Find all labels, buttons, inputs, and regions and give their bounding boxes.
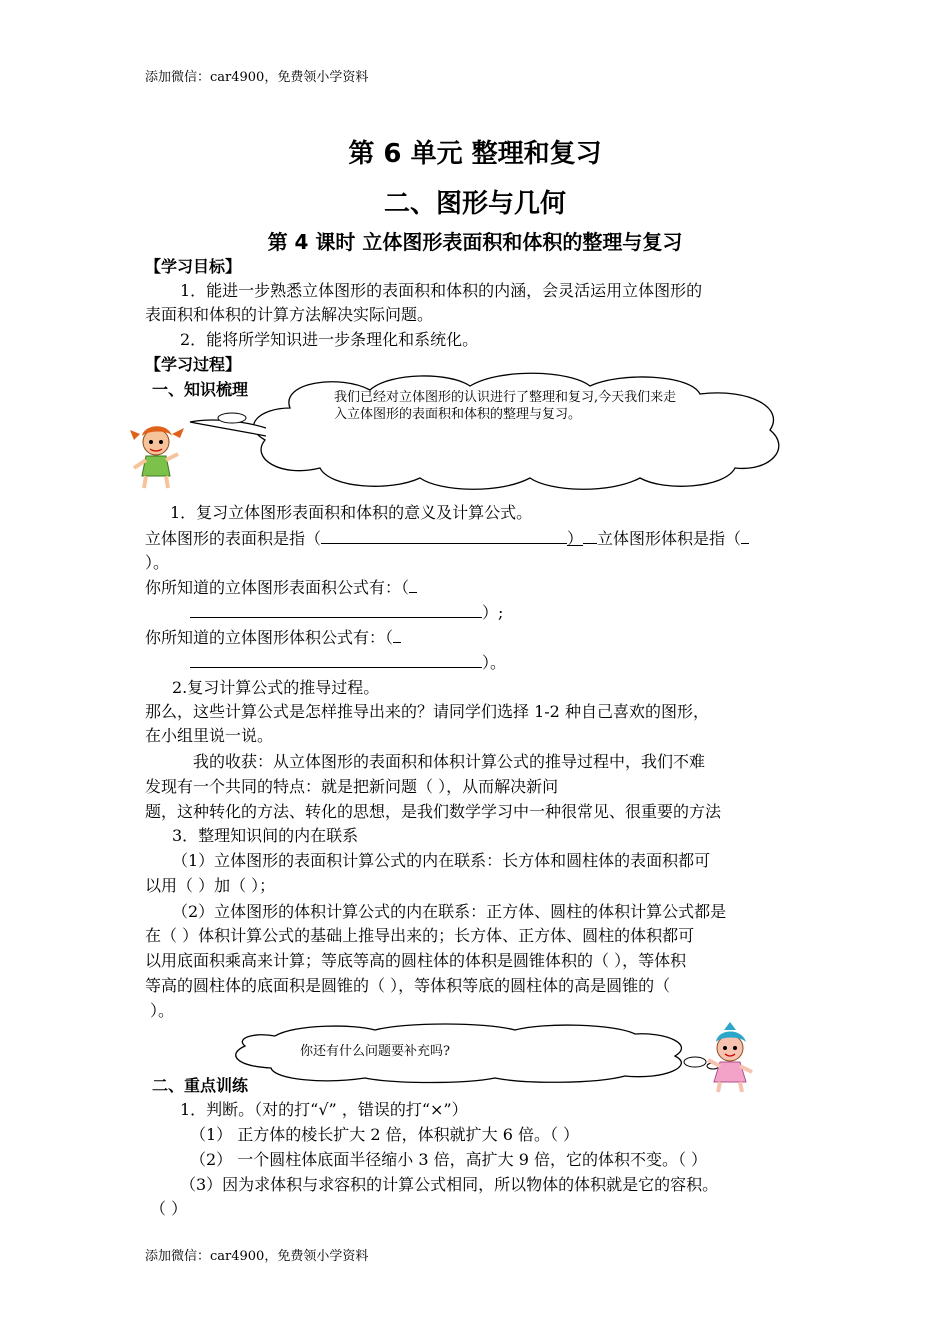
harvest-line3: 题，这种转化的方法、转化的思想，是我们数学学习中一种很常见、很重要的方法 (145, 802, 722, 821)
section-title: 二、图形与几何 (383, 189, 566, 219)
q3-2-line4: 等高的圆柱体的底面积是圆锥的（ ），等体积等底的圆柱体的高是圆锥的（ (145, 976, 671, 995)
q2-line2: 在小组里说一说。 (145, 726, 274, 745)
training-heading: 二、重点训练 (152, 1076, 249, 1095)
q2: 2.复习计算公式的推导过程。 (172, 678, 380, 697)
speech-cloud (180, 368, 800, 496)
q1-surface-row (145, 526, 749, 549)
harvest-line2: 发现有一个共同的特点：就是把新问题（ ），从而解决新问 (145, 777, 559, 796)
q1-formula-volume-line (190, 650, 506, 673)
lesson-title: 第 4 课时 立体图形表面积和体积的整理与复习 (267, 230, 683, 254)
formula-volume-blank[interactable] (190, 651, 482, 668)
q3: 3．整理知识间的内在联系 (172, 826, 359, 845)
goal-1-line2: 表面积和体积的计算方法解决实际问题。 (145, 305, 434, 324)
part1-heading: 一、知识梳理 (152, 380, 249, 399)
q3-2-line5: ）。 (150, 1001, 175, 1020)
underline-gap (583, 527, 597, 544)
unit-title: 第 6 单元 整理和复习 (348, 139, 602, 169)
judge-item-3-line1: （3）因为求体积与求容积的计算公式相同，所以物体的体积就是它的容积。 (180, 1175, 719, 1194)
q1: 1．复习立体图形表面积和体积的意义及计算公式。 (170, 503, 533, 522)
formula-surface-blank-start[interactable] (409, 576, 417, 593)
q3-1-line1: （1）立体图形的表面积计算公式的内在联系：长方体和圆柱体的表面积都可 (172, 851, 711, 870)
q1-formula-surface-line (190, 600, 503, 623)
harvest-line1: 我的收获：从立体图形的表面积和体积计算公式的推导过程中，我们不难 (193, 752, 706, 771)
formula-volume-blank-start[interactable] (393, 626, 401, 643)
q1-surface-close: ） (567, 529, 584, 548)
page-footer: 添加微信：car4900，免费领小学资料 (145, 1249, 369, 1264)
girl-illustration-2 (700, 1022, 760, 1094)
q1-formula-volume-end: ）。 (482, 653, 507, 672)
q1-formula-surface-label: 你所知道的立体图形表面积公式有：（ (145, 578, 410, 597)
judge-instruction: 1．判断。（对的打“√” ，错误的打“×”） (180, 1100, 468, 1119)
volume-meaning-blank[interactable] (741, 527, 749, 544)
surface-meaning-blank[interactable] (321, 527, 567, 544)
goal-1-line1: 1．能进一步熟悉立体图形的表面积和体积的内涵，会灵活运用立体图形的 (180, 281, 703, 300)
page-header: 添加微信：car4900，免费领小学资料 (145, 70, 369, 85)
q1-volume-label: 立体图形体积是指（ (597, 529, 742, 548)
goals-heading: 【学习目标】 (145, 257, 242, 276)
process-heading: 【学习过程】 (145, 355, 242, 374)
judge-item-1: （1） 正方体的棱长扩大 2 倍，体积就扩大 6 倍。（ ） (190, 1125, 580, 1144)
q1-volume-end: ）。 (145, 553, 170, 572)
q1-formula-surface-row (145, 575, 417, 598)
cloud2-text: 你还有什么问题要补充吗? (300, 1044, 450, 1059)
judge-item-3-line2: （ ） (150, 1199, 188, 1218)
judge-item-2: （2） 一个圆柱体底面半径缩小 3 倍，高扩大 9 倍，它的体积不变。（ ） (190, 1150, 708, 1169)
q1-formula-volume-row (145, 625, 401, 648)
q3-2-line2: 在（ ）体积计算公式的基础上推导出来的；长方体、正方体、圆柱的体积都可 (145, 926, 695, 945)
goal-2: 2．能将所学知识进一步条理化和系统化。 (180, 330, 479, 349)
q3-2-line3: 以用底面积乘高来计算；等底等高的圆柱体的体积是圆锥体积的（ ），等体积 (145, 951, 687, 970)
q3-1-line2: 以用（ ）加（ ）； (145, 876, 276, 895)
formula-surface-blank[interactable] (190, 601, 482, 618)
q2-line1: 那么，这些计算公式是怎样推导出来的？请同学们选择 1-2 种自己喜欢的图形， (145, 702, 709, 721)
q1-formula-volume-label: 你所知道的立体图形体积公式有：（ (145, 628, 394, 647)
girl-illustration (128, 420, 190, 492)
q3-2-line1: （2）立体图形的体积计算公式的内在联系：正方体、圆柱的体积计算公式都是 (172, 902, 727, 921)
cloud1-text: 我们已经对立体图形的认识进行了整理和复习,今天我们来走入立体图形的表面积和体积的整理与复习。 (334, 390, 677, 422)
q1-surface-label: 立体图形的表面积是指（ (145, 529, 322, 548)
q1-formula-surface-end: ）; (482, 603, 504, 622)
